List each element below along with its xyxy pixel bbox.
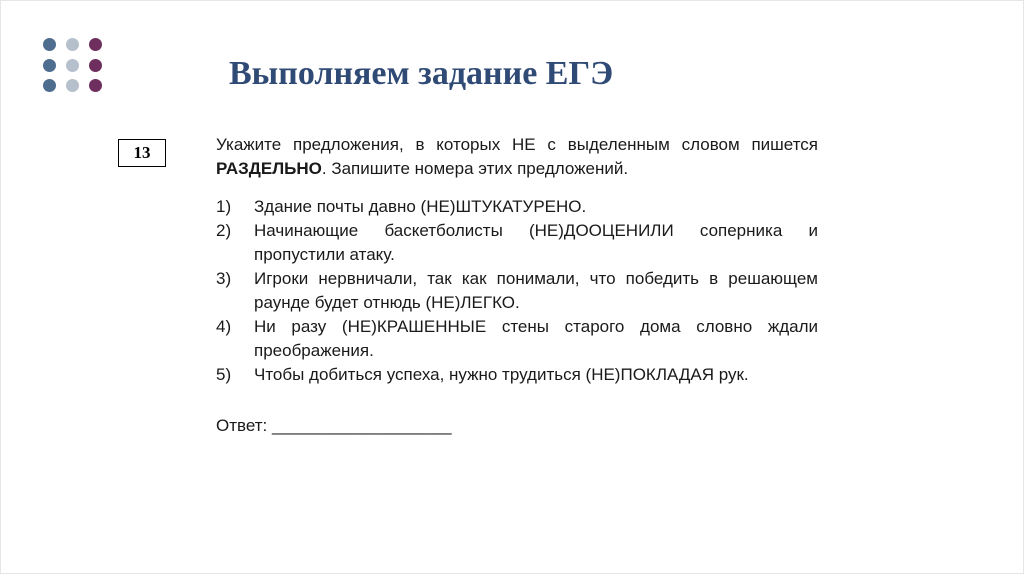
decorative-dot [66, 38, 79, 51]
task-body [216, 133, 818, 438]
slide-title: Выполняем задание ЕГЭ [229, 55, 614, 92]
sentence-number: 1) [216, 197, 232, 216]
sentence-number: 3) [216, 269, 232, 288]
instruction-emphasis: РАЗДЕЛЬНО [216, 159, 322, 178]
sentence-item [216, 267, 818, 315]
decorative-dot [66, 79, 79, 92]
instruction-text-end: . Запишите номера этих предложений. [321, 159, 629, 178]
sentence-item [216, 315, 818, 363]
decorative-dot [89, 59, 102, 72]
sentence-text: Начинающие баскетболисты (НЕ)ДООЦЕНИЛИ соперника и пропустили атаку. [254, 221, 818, 264]
decorative-dot [43, 38, 56, 51]
decorative-dot [89, 38, 102, 51]
decorative-dot [89, 79, 102, 92]
sentence-item [216, 219, 818, 267]
sentence-item [216, 195, 818, 219]
decorative-dot [43, 59, 56, 72]
sentence-item [216, 363, 818, 387]
sentence-text: Чтобы добиться успеха, нужно трудиться (НЕ)ПОКЛАДАЯ рук. [254, 365, 749, 384]
decorative-dot [43, 79, 56, 92]
sentence-text: Игроки нервничали, так как понимали, что победить в решающем раунде будет отнюдь (НЕ)ЛЕГКО. [254, 269, 818, 312]
task-number-box: 13 [118, 139, 166, 167]
decorative-dot [66, 59, 79, 72]
decorative-dots [43, 38, 103, 94]
sentence-list [216, 195, 818, 387]
sentence-text: Здание почты давно (НЕ)ШТУКАТУРЕНО. [254, 197, 587, 216]
instruction-text: Укажите предложения, в которых НЕ с выделенным словом пишется [216, 135, 818, 154]
sentence-number: 5) [216, 365, 232, 384]
sentence-number: 4) [216, 317, 232, 336]
answer-line: Ответ: ___________________ [216, 416, 452, 435]
sentence-text: Ни разу (НЕ)КРАШЕННЫЕ стены старого дома словно ждали преображения. [254, 317, 818, 360]
sentence-number: 2) [216, 221, 232, 240]
task-instruction [216, 133, 818, 181]
